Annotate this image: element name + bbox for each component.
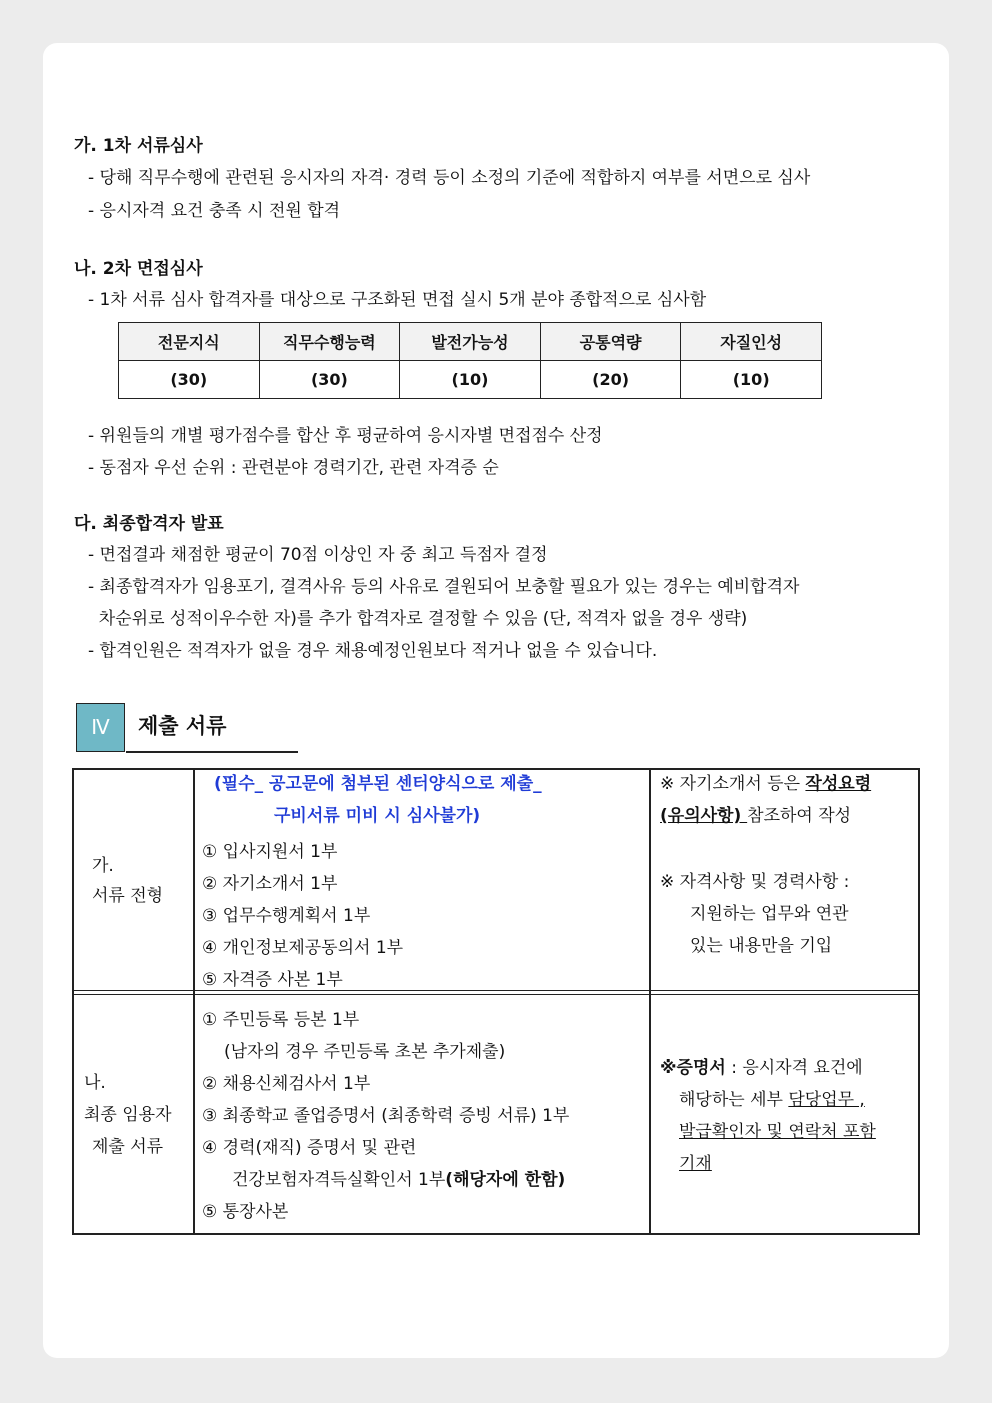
row-divider [74, 990, 918, 995]
row1-required-note: 구비서류 미비 시 심사불가) [274, 806, 481, 826]
remark-emphasis: ※증명서 [660, 1058, 726, 1078]
row2-doc-item: ② 채용신체검사서 1부 [202, 1074, 371, 1094]
score-value-cell: (10) [400, 361, 541, 399]
row2-doc-item: ③ 최종학교 졸업증명서 (최종학력 증빙 서류) 1부 [202, 1106, 570, 1126]
section-na-title: 나. 2차 면접심사 [74, 259, 203, 279]
remark-text: : 응시자격 요건에 [725, 1058, 863, 1078]
remark-emphasis: 작성요령 [805, 774, 872, 794]
section-da-item: - 최종합격자가 임용포기, 결격사유 등의 사유로 결원되어 보충할 필요가 있는 경우는 예비합격자 [88, 577, 800, 597]
section-na-intro: - 1차 서류 심사 합격자를 대상으로 구조화된 면접 실시 5개 분야 종합적으로 심사함 [88, 290, 707, 310]
score-header-cell: 자질인성 [681, 323, 822, 361]
row2-doc-item: ④ 경력(재직) 증명서 및 관련 [202, 1138, 417, 1158]
section-da-item: - 합격인원은 적격자가 없을 경우 채용예정인원보다 적거나 없을 수 있습니다. [88, 641, 658, 661]
score-header-cell: 발전가능성 [400, 323, 541, 361]
column-divider [193, 770, 195, 1233]
section-na-item: - 위원들의 개별 평가점수를 합산 후 평균하여 응시자별 면접점수 산정 [88, 426, 603, 446]
remark-emphasis: (유의사항) [660, 806, 748, 826]
section-title-underline [126, 751, 298, 753]
score-header-cell: 직무수행능력 [259, 323, 400, 361]
remark-text: 참조하여 작성 [747, 806, 852, 826]
row1-remark [660, 800, 851, 832]
row2-label: 최종 임용자 [84, 1105, 172, 1125]
remark-text: ※ 자기소개서 등은 [660, 774, 806, 794]
score-value-cell: (20) [540, 361, 681, 399]
row1-remark: 지원하는 업무와 연관 [690, 904, 849, 924]
section-ga-item: - 응시자격 요건 충족 시 전원 합격 [88, 201, 341, 221]
score-header-cell: 전문지식 [119, 323, 260, 361]
row2-label: 나. [84, 1073, 106, 1093]
row1-remark [660, 768, 871, 800]
score-value-cell: (30) [119, 361, 260, 399]
row1-label: 가. [92, 856, 114, 876]
row1-doc-item: ⑤ 자격증 사본 1부 [202, 970, 343, 988]
score-table-header-row [119, 323, 822, 361]
row2-label: 제출 서류 [92, 1137, 164, 1157]
score-header-cell: 공통역량 [540, 323, 681, 361]
document-page [43, 43, 949, 1358]
row1-remark: ※ 자격사항 및 경력사항 : [660, 872, 850, 892]
row2-doc-item-note: (남자의 경우 주민등록 초본 추가제출) [224, 1042, 506, 1062]
row2-doc-item-note [232, 1164, 565, 1196]
section-number-box: Ⅳ [76, 703, 125, 752]
section-da-item: - 면접결과 채점한 평균이 70점 이상인 자 중 최고 득점자 결정 [88, 545, 548, 565]
score-value-cell: (30) [259, 361, 400, 399]
row1-doc-item: ④ 개인정보제공동의서 1부 [202, 938, 404, 958]
row1-label: 서류 전형 [92, 886, 164, 906]
column-divider [649, 770, 651, 1233]
doc-item-emphasis: (해당자에 한함) [445, 1170, 566, 1190]
row1-remark: 있는 내용만을 기입 [690, 936, 833, 956]
section-ga-title: 가. 1차 서류심사 [74, 136, 203, 156]
section-na-item: - 동점자 우선 순위 : 관련분야 경력기간, 관련 자격증 순 [88, 458, 499, 478]
section-da-item: 차순위로 성적이우수한 자)를 추가 합격자로 결정할 수 있음 (단, 적격자 없을 경우 생략) [88, 609, 748, 629]
row1-doc-item: ③ 업무수행계획서 1부 [202, 906, 371, 926]
row2-remark [679, 1084, 865, 1116]
section-da-title: 다. 최종합격자 발표 [74, 514, 224, 534]
interview-score-table [118, 322, 822, 399]
row1-doc-item: ① 입사지원서 1부 [202, 842, 338, 862]
remark-emphasis: 담당업무 , [788, 1090, 865, 1110]
row2-remark [660, 1052, 863, 1084]
doc-item-text: 건강보험자격득실확인서 1부 [232, 1170, 446, 1190]
section-ga-item: - 당해 직무수행에 관련된 응시자의 자격· 경력 등이 소정의 기준에 적합하지 여부를 서면으로 심사 [88, 168, 811, 188]
row2-doc-item: ① 주민등록 등본 1부 [202, 1010, 360, 1030]
remark-text: 해당하는 세부 [679, 1090, 789, 1110]
row1-doc-item: ② 자기소개서 1부 [202, 874, 338, 894]
section-title: 제출 서류 [138, 714, 227, 738]
score-value-cell: (10) [681, 361, 822, 399]
score-table-value-row [119, 361, 822, 399]
row2-remark: 발급확인자 및 연락처 포함 [679, 1122, 876, 1142]
submission-documents-table [72, 768, 920, 1235]
row1-required-note: (필수_ 공고문에 첨부된 센터양식으로 제출_ [214, 774, 542, 794]
row2-doc-item: ⑤ 통장사본 [202, 1202, 289, 1222]
row2-remark: 기재 [679, 1154, 712, 1174]
